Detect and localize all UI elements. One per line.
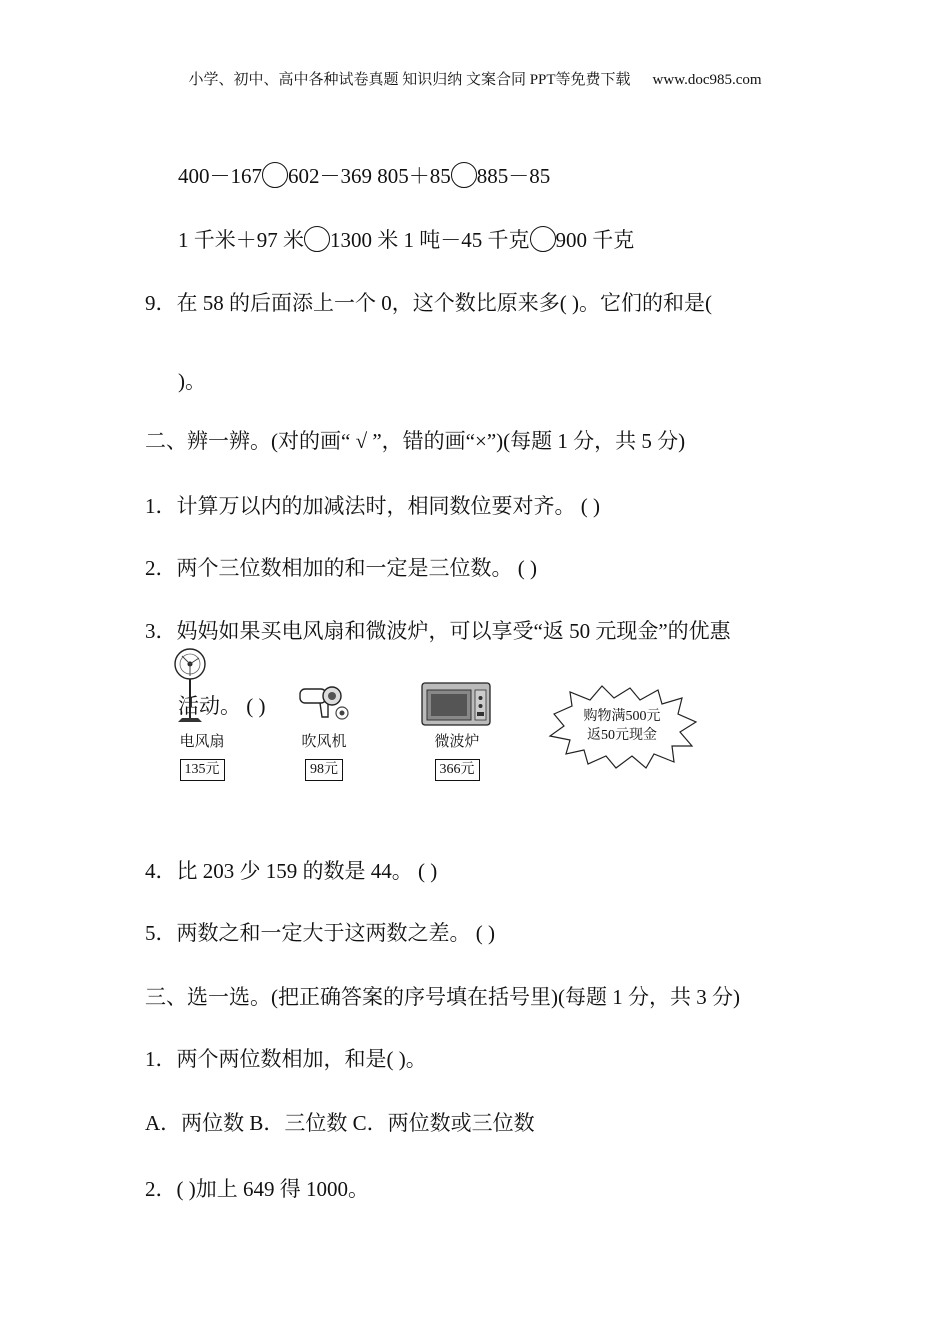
product-microwave [426, 730, 488, 781]
compare-expr: 1 千米＋97 米 [178, 228, 304, 252]
compare-circle[interactable] [304, 226, 330, 252]
choice-options-1: A．两位数 B．三位数 C．两位数或三位数 [145, 1111, 535, 1135]
product-price: 98元 [305, 759, 343, 781]
judge-item-3-cont: 活动。 ( ) [178, 694, 266, 718]
compare-circle[interactable] [530, 226, 556, 252]
compare-expr: 1300 米 1 吨－45 千克 [330, 228, 530, 252]
choice-question-1: 1．两个两位数相加，和是( )。 [145, 1047, 427, 1071]
judge-item-1: 1．计算万以内的加减法时，相同数位要对齐。 ( ) [145, 494, 600, 518]
question-9: 9．在 58 的后面添上一个 0，这个数比原来多( )。它们的和是( [145, 291, 712, 315]
section-2-title: 二、辨一辨。(对的画“ √ ”，错的画“×”)(每题 1 分，共 5 分) [145, 429, 686, 453]
compare-row-2 [178, 226, 634, 253]
product-name: 吹风机 [301, 734, 347, 750]
product-name: 微波炉 [434, 734, 480, 750]
choice-question-2: 2．( )加上 649 得 1000。 [145, 1177, 369, 1201]
product-hair-dryer [293, 730, 355, 781]
judge-item-2: 2．两个三位数相加的和一定是三位数。 ( ) [145, 556, 537, 580]
hair-dryer-icon [298, 683, 350, 725]
compare-expr: 900 千克 [555, 228, 635, 252]
promo-line-1: 购物满500元 [583, 709, 661, 724]
product-fan [171, 730, 233, 781]
promo-text [546, 707, 698, 745]
product-price: 135元 [180, 759, 225, 781]
compare-expr: 885－85 [476, 164, 551, 188]
product-name: 电风扇 [179, 734, 225, 750]
promo-line-2: 返50元现金 [587, 728, 657, 743]
page-header [0, 68, 950, 89]
compare-expr: 602－369 805＋85 [288, 164, 451, 188]
judge-item-5: 5．两数之和一定大于这两数之差。 ( ) [145, 921, 495, 945]
compare-circle[interactable] [262, 162, 288, 188]
microwave-icon [420, 680, 492, 728]
compare-circle[interactable] [451, 162, 477, 188]
fan-icon [170, 646, 210, 726]
promo-burst [546, 684, 698, 770]
section-3-title: 三、选一选。(把正确答案的序号填在括号里)(每题 1 分，共 3 分) [145, 985, 740, 1009]
judge-item-4: 4．比 203 少 159 的数是 44。 ( ) [145, 859, 438, 883]
header-site: www.doc985.com [652, 72, 762, 88]
compare-row-1 [178, 162, 550, 189]
judge-item-3: 3．妈妈如果买电风扇和微波炉，可以享受“返 50 元现金”的优惠 [145, 619, 731, 643]
question-9-cont: )。 [178, 369, 206, 393]
product-price: 366元 [435, 759, 480, 781]
header-text: 小学、初中、高中各种试卷真题 知识归纳 文案合同 PPT等免费下载 [188, 72, 631, 88]
compare-expr: 400－167 [178, 164, 262, 188]
